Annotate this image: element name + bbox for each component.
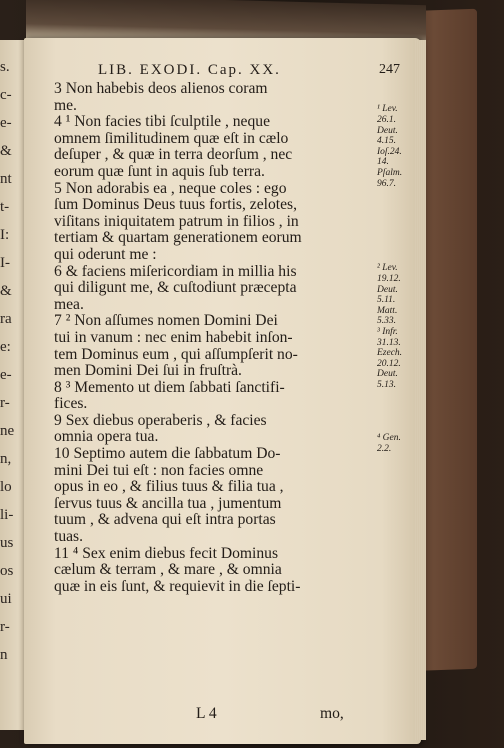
text-line: tertiam & quartam generationem eorum <box>54 229 302 247</box>
text-line: qui oderunt me : <box>54 245 157 263</box>
left-page-fragment: r- <box>0 395 10 411</box>
text-line: fices. <box>54 395 88 413</box>
left-page-fragment: & <box>0 283 12 299</box>
text-line: omnem ſimilitudinem quæ eſt in cælo <box>54 129 289 147</box>
left-page-fragment: lo <box>0 479 12 495</box>
running-head-title: LIB. EXODI. Cap. XX. <box>98 62 281 78</box>
text-line: 8 ³ Memento ut diem ſabbati ſanctifi- <box>54 378 285 396</box>
left-page-fragment: I- <box>0 255 10 271</box>
marginal-note: 20.12. <box>377 358 401 369</box>
marginal-note: Pſalm. <box>377 168 403 178</box>
marginal-note: Deut. <box>377 284 398 295</box>
text-line: opus in eo , & filius tuus & filia tua , <box>54 478 284 496</box>
text-line: 4 ¹ Non facies tibi ſculptile , neque <box>54 113 270 131</box>
marginal-note: 5.11. <box>377 295 396 306</box>
text-line: mini Dei tui eſt : non facies omne <box>54 461 264 479</box>
text-line: 7 ² Non aſſumes nomen Domini Dei <box>54 312 278 330</box>
left-page-fragment: & <box>0 143 12 159</box>
marginal-note: ² Lev. <box>377 263 398 274</box>
left-page-fragment: e- <box>0 367 12 383</box>
text-line: qui diligunt me, & cuſtodiunt præcepta <box>54 279 297 297</box>
text-line: eorum quæ ſunt in aquis ſub terra. <box>54 162 265 180</box>
left-page-fragment: s. <box>0 59 10 75</box>
left-page-fragment: ra <box>0 311 12 327</box>
left-page-fragment: li- <box>0 507 14 523</box>
left-page-fragment: os <box>0 563 14 579</box>
text-line: viſitans iniquitatem patrum in filios , in <box>54 212 299 230</box>
left-page-fragment: e- <box>0 115 12 131</box>
left-page-fragment: t- <box>0 199 10 215</box>
marginal-note: Deut. <box>377 369 398 380</box>
left-page-fragment: n, <box>0 451 12 467</box>
left-page-fragment: c- <box>0 87 12 103</box>
text-line: men Domini Dei ſui in fruſtrà. <box>54 362 242 380</box>
text-line: ſum Dominus Deus tuus fortis, zelotes, <box>54 196 297 214</box>
left-page-fragment: e: <box>0 339 11 355</box>
marginal-note: ⁴ Gen. <box>377 433 401 443</box>
text-line: 6 & faciens miſericordiam in millia his <box>54 262 297 280</box>
text-line: 11 ⁴ Sex enim diebus fecit Dominus <box>54 544 279 562</box>
marginal-note: 4.15. <box>377 136 396 147</box>
text-line: tuas. <box>54 528 84 546</box>
text-line: 3 Non habebis deos alienos coram <box>54 80 268 97</box>
marginal-note: 96.7. <box>377 178 396 189</box>
marginal-note: 31.13. <box>377 337 401 348</box>
marginal-note: 2.2. <box>377 443 392 454</box>
marginal-note: 5.33. <box>377 316 396 327</box>
marginal-note: ³ Infr. <box>377 327 398 337</box>
text-line: tui in vanum : nec enim habebit inſon- <box>54 328 293 346</box>
text-line: cælum & terram , & mare , & omnia <box>54 561 282 579</box>
text-line: quæ in eis ſunt, & requievit in die ſepti- <box>54 577 301 595</box>
marginal-note: Ezech. <box>377 348 403 359</box>
text-line: ſervus tuus & ancilla tua , jumentum <box>54 494 282 512</box>
left-page-fragment: us <box>0 535 14 551</box>
text-line: 10 Septimo autem die ſabbatum Do- <box>54 445 281 463</box>
marginal-note: 14. <box>377 157 389 168</box>
left-page-fragment: I: <box>0 227 10 243</box>
marginal-note: ¹ Lev. <box>377 104 398 115</box>
text-line: me. <box>54 96 77 114</box>
marginal-note: Deut. <box>377 125 398 136</box>
left-page-fragment: r- <box>0 619 10 635</box>
marginal-note: 26.1. <box>377 115 396 125</box>
marginal-note: Matt. <box>377 305 398 316</box>
page-number: 247 <box>379 62 400 77</box>
text-line: tuum , & advena qui eſt intra portas <box>54 511 276 529</box>
page-text <box>54 62 414 722</box>
marginal-note: 19.12. <box>377 274 401 284</box>
text-line: tem Dominus eum , qui aſſumpſerit no- <box>54 345 298 363</box>
marginal-note: Ioſ.24. <box>377 146 402 157</box>
signature-mark: L 4 <box>196 705 217 722</box>
body-text <box>54 80 414 594</box>
text-line: 5 Non adorabis ea , neque coles : ego <box>54 179 287 197</box>
text-line: omnia opera tua. <box>54 428 159 446</box>
page-edge <box>414 40 426 740</box>
left-page-fragment: n <box>0 647 8 663</box>
text-line: 9 Sex diebus operaberis , & facies <box>54 411 267 429</box>
left-page-fragment: nt <box>0 171 12 187</box>
text-line: deſuper , & quæ in terra deorſum , nec <box>54 146 293 164</box>
catchword: mo, <box>320 705 344 722</box>
left-page-fragment: ne <box>0 423 15 439</box>
running-head <box>98 62 414 80</box>
left-page-fragment: ui <box>0 591 12 607</box>
marginal-note: 5.13. <box>377 380 396 390</box>
text-line: mea. <box>54 295 84 313</box>
